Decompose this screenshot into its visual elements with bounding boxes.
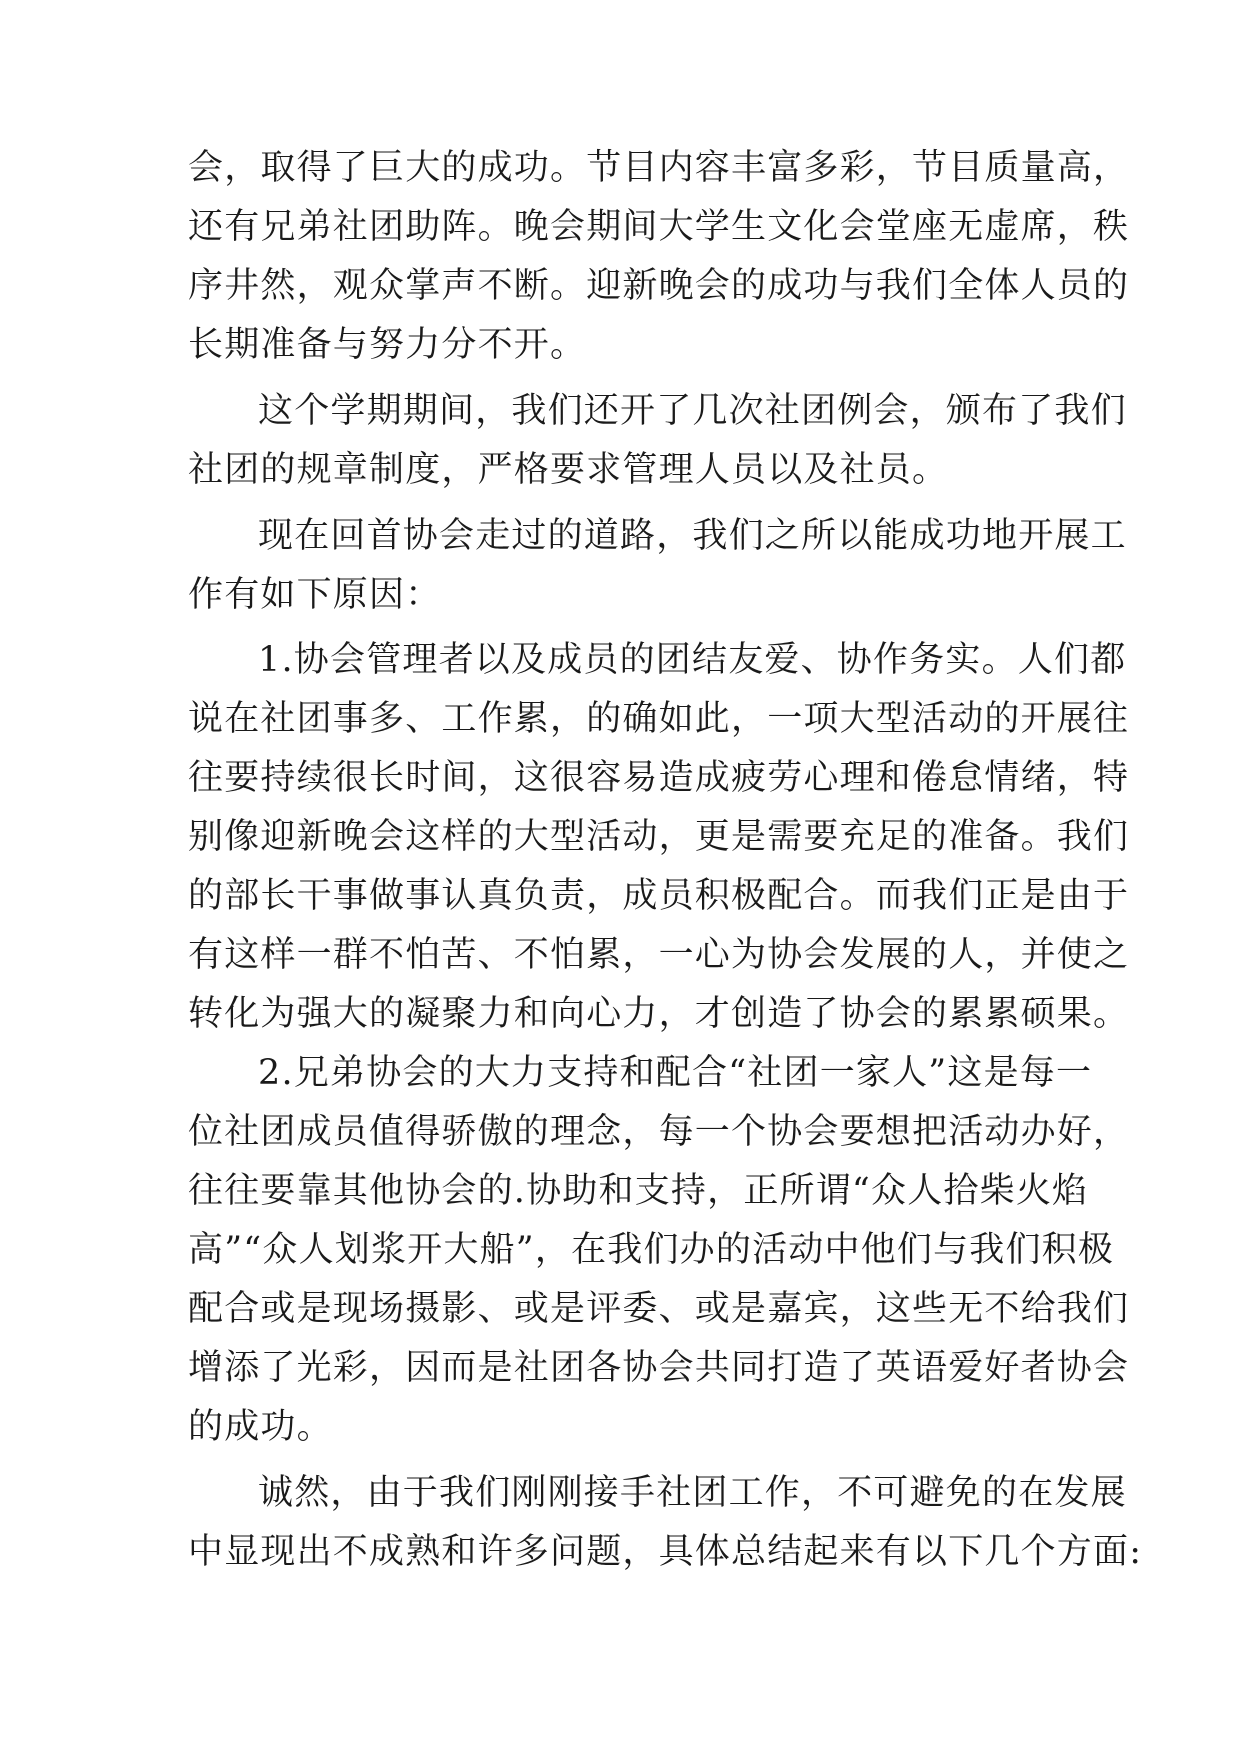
text-line: 别像迎新晚会这样的大型活动，更是需要充足的准备。我们	[188, 817, 1130, 857]
text-line: 2.兄弟协会的大力支持和配合“社团一家人”这是每一	[258, 1053, 1093, 1093]
text-line: 高”“众人划浆开大船”，在我们办的活动中他们与我们积极	[188, 1230, 1115, 1270]
text-line: 作有如下原因：	[188, 575, 442, 615]
text-line: 配合或是现场摄影、或是评委、或是嘉宾，这些无不给我们	[188, 1289, 1130, 1329]
text-line: 还有兄弟社团助阵。晚会期间大学生文化会堂座无虚席，秩	[188, 207, 1130, 247]
text-line: 有这样一群不怕苦、不怕累，一心为协会发展的人，并使之	[188, 935, 1130, 975]
text-line: 这个学期期间，我们还开了几次社团例会，颁布了我们	[258, 391, 1127, 431]
text-line: 的成功。	[188, 1407, 333, 1447]
text-line: 现在回首协会走过的道路，我们之所以能成功地开展工	[258, 516, 1127, 556]
text-line: 长期准备与努力分不开。	[188, 325, 587, 365]
text-line: 会，取得了巨大的成功。节目内容丰富多彩，节目质量高，	[188, 148, 1130, 188]
text-line: 社团的规章制度，严格要求管理人员以及社员。	[188, 450, 949, 490]
text-line: 增添了光彩，因而是社团各协会共同打造了英语爱好者协会	[188, 1348, 1130, 1388]
text-line: 说在社团事多、工作累，的确如此，一项大型活动的开展往	[188, 699, 1130, 739]
text-line: 位社团成员值得骄傲的理念，每一个协会要想把活动办好，	[188, 1112, 1130, 1152]
text-line: 的部长干事做事认真负责，成员积极配合。而我们正是由于	[188, 876, 1130, 916]
text-line: 1.协会管理者以及成员的团结友爱、协作务实。人们都	[258, 640, 1127, 680]
text-line: 序井然，观众掌声不断。迎新晚会的成功与我们全体人员的	[188, 266, 1130, 306]
text-line: 转化为强大的凝聚力和向心力，才创造了协会的累累硕果。	[188, 994, 1130, 1034]
text-line: 中显现出不成熟和许多问题，具体总结起来有以下几个方面:	[188, 1532, 1143, 1572]
text-line: 往往要靠其他协会的.协助和支持，正所谓“众人拾柴火焰	[188, 1171, 1089, 1211]
text-line: 诚然，由于我们刚刚接手社团工作，不可避免的在发展	[258, 1473, 1127, 1513]
text-line: 往要持续很长时间，这很容易造成疲劳心理和倦怠情绪，特	[188, 758, 1130, 798]
